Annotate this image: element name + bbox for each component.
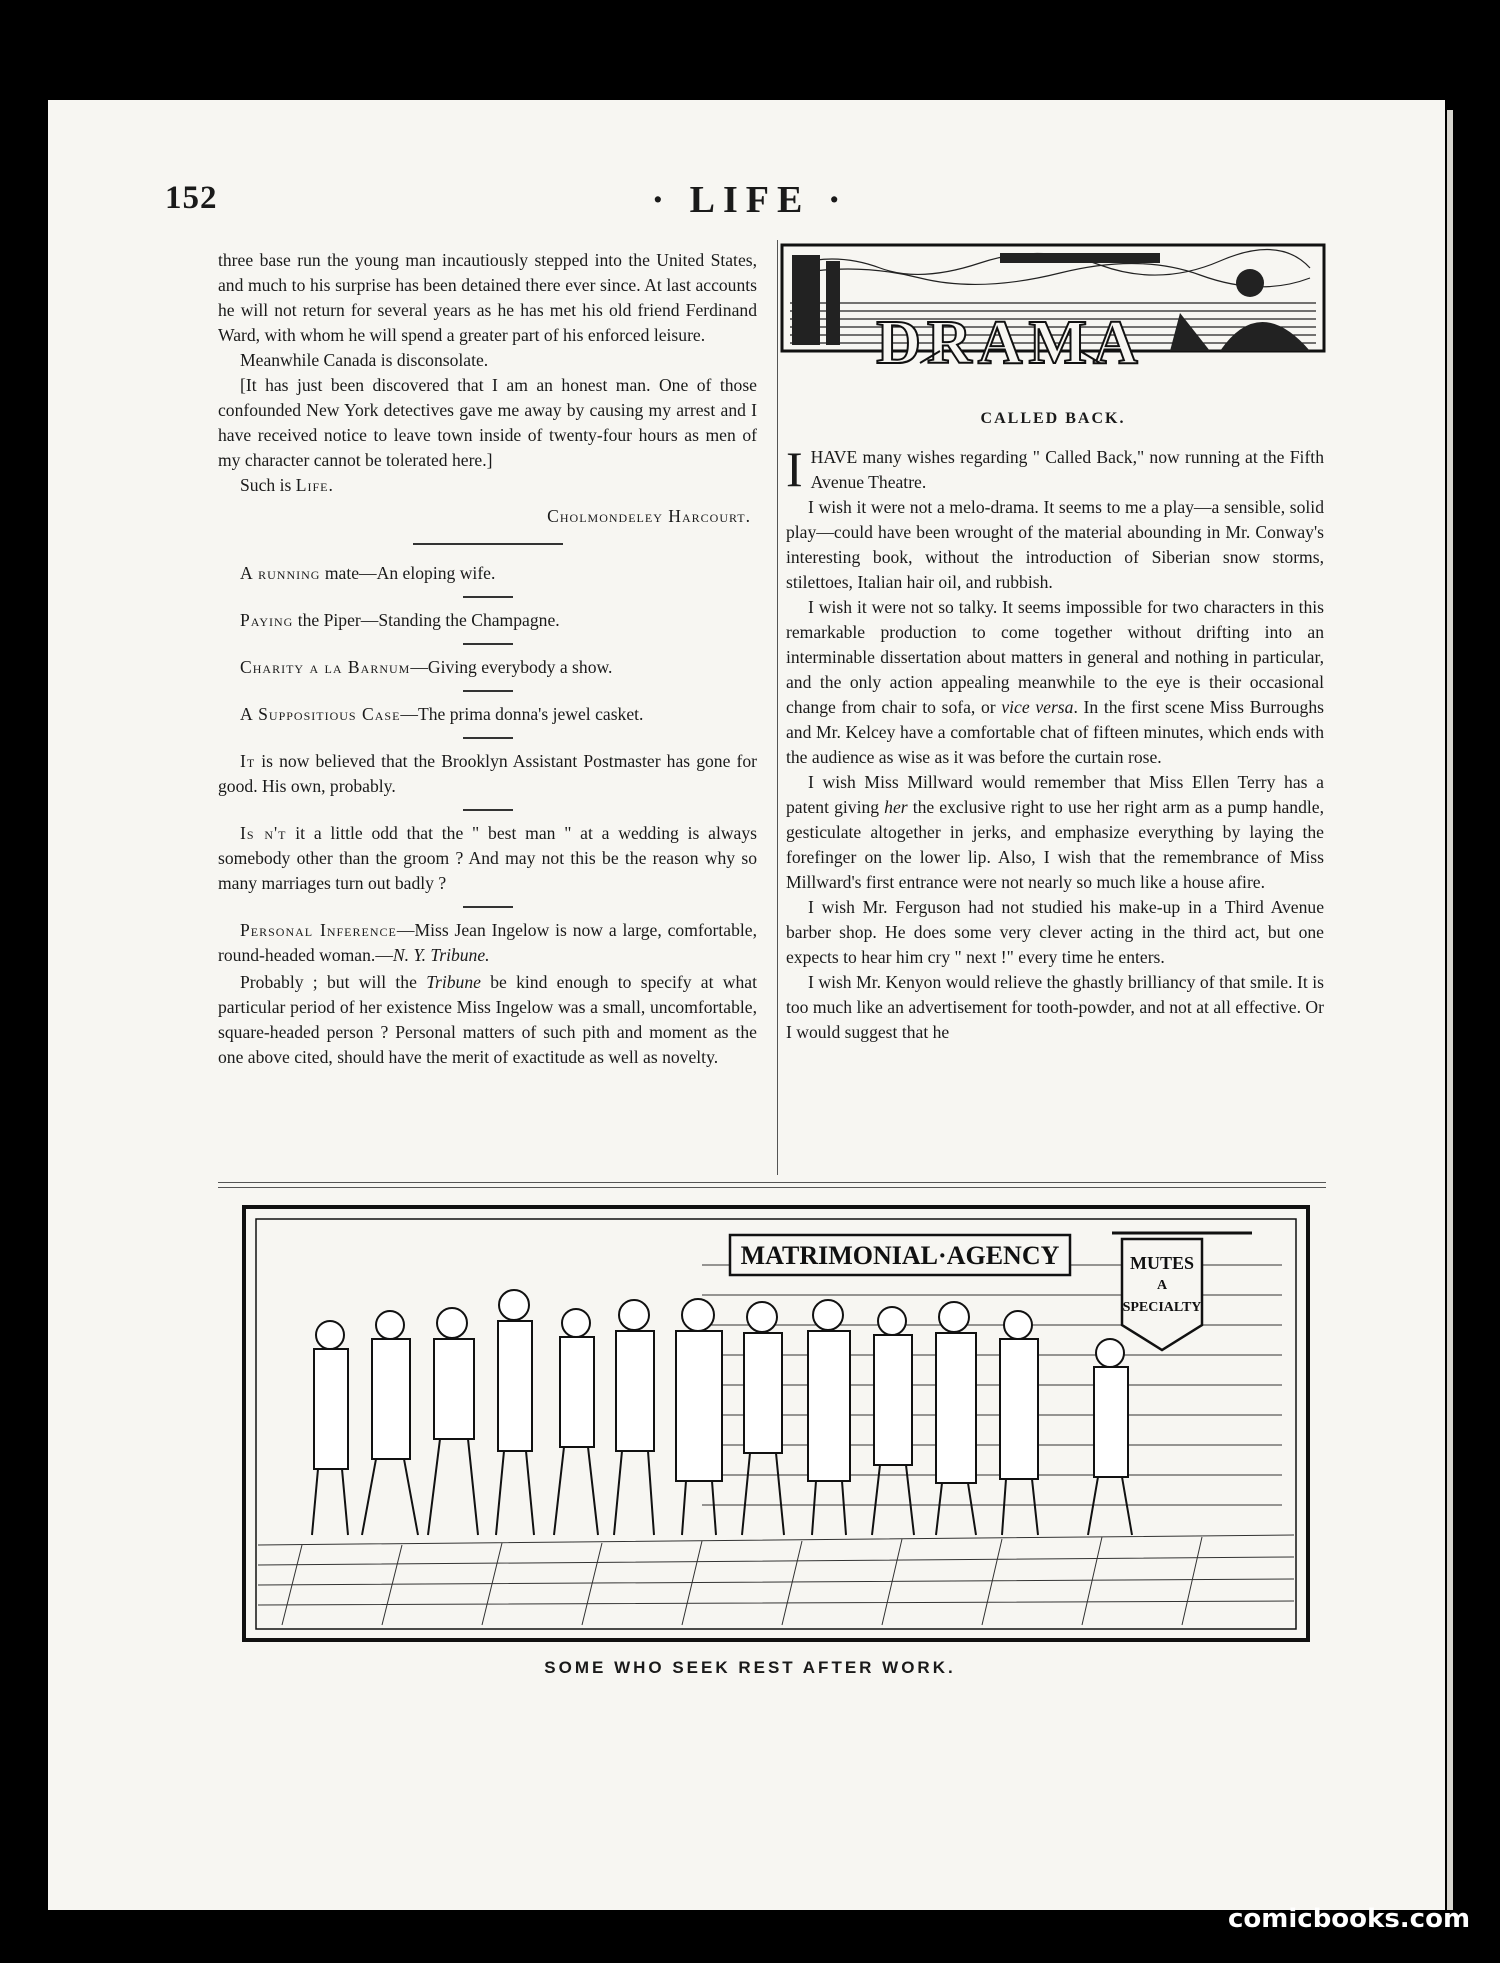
review-title: CALLED BACK. — [980, 410, 1126, 427]
joke-lead: Personal Inference — [240, 920, 397, 940]
joke-text: Probably ; but will the — [240, 972, 427, 992]
joke-lead: It — [240, 751, 256, 771]
section-divider — [413, 543, 563, 545]
cartoon-illustration — [242, 1205, 1310, 1642]
joke — [218, 655, 757, 680]
masthead: · LIFE · — [651, 179, 849, 221]
joke-text: it a little odd that the " best man " at a wedding is always somebody other than the groom ? And may not this be the reason why so many marriages turn out badly ? — [218, 823, 757, 893]
joke-text: be kind enough to specify at what particular period of her existence Miss Ingelow was a small, uncomfortable, square-headed person ? Personal matters of such pith and moment as the one above cited, should have the merit of exactitude as well as novelty. — [218, 972, 757, 1067]
right-column — [786, 441, 1324, 1045]
cartoon-caption: SOME WHO SEEK REST AFTER WORK. — [544, 1658, 956, 1677]
drop-cap: I — [786, 441, 803, 497]
joke — [218, 821, 757, 896]
paragraph: I wish Mr. Ferguson had not studied his make-up in a Third Avenue barber shop. He does some very clever acting in the third act, but one expects to hear him cry " next !" every time he enters. — [786, 897, 1324, 967]
joke-divider — [463, 690, 513, 692]
cartoon-top-rule — [218, 1182, 1326, 1183]
joke-lead: Is n't — [240, 823, 287, 843]
paragraph — [786, 595, 1324, 770]
joke-text: mate—An eloping wife. — [320, 563, 496, 583]
column-rule — [777, 240, 778, 1175]
text-run: . In the first scene Miss Burroughs and Mr. Kelcey have a comfortable chat of fifteen minutes, which ends with the audience as wise as it was before the curtain rose. — [786, 697, 1324, 767]
watermark: comicbooks.com — [1228, 1904, 1471, 1934]
paragraph: [It has just been discovered that I am an honest man. One of those confounded New York detectives gave me away by causing my arrest and I have received notice to leave town inside of twenty-four hours as men of my character cannot be tolerated here.] — [218, 375, 757, 470]
drama-banner-illustration — [780, 243, 1326, 393]
paragraph — [786, 770, 1324, 895]
text-run: I wish it were not so talky. It seems impossible for two characters in this remarkable production to come together without drifting into an interminable dissertation about matters in general and nothing in particular, and the only action appealing meanwhile to the eye is their occasional change from chair to sofa, or — [786, 597, 1324, 717]
joke — [218, 918, 757, 968]
next-page-edge — [1447, 110, 1453, 1910]
joke — [218, 970, 757, 1070]
paragraph — [218, 473, 757, 498]
drama-banner-word: DRAMA — [876, 309, 1144, 377]
newspaper-name: Tribune — [426, 972, 481, 992]
text-run: the exclusive right to use her right arm as a pump handle, gesticulate altogether in jerks, and emphasize everything by laying the forefinger on the lower lip. Also, I wish that the remembrance of Miss Millward's first entrance were not nearly so much like a house afire. — [786, 797, 1324, 892]
joke-divider — [463, 643, 513, 645]
joke — [218, 608, 757, 633]
text-run: Such is — [240, 475, 296, 495]
joke-text: the Piper—Standing the Champagne. — [293, 610, 560, 630]
joke-lead: A running — [240, 563, 321, 583]
left-column — [218, 248, 757, 1070]
text-run: I wish Miss Millward would remember that Miss Ellen Terry has a patent giving — [786, 772, 1324, 817]
paragraph: I wish it were not a melo-drama. It seems to me a play—a sensible, solid play—could have been wrought of the material abounding in Mr. Conway's interesting book, without the introduction of Siberian snow storms, stilettoes, Italian hair oil, and rubbish. — [786, 497, 1324, 592]
joke-divider — [463, 906, 513, 908]
joke-divider — [463, 596, 513, 598]
joke-text: —Giving everybody a show. — [410, 657, 613, 677]
paragraph: I wish Mr. Kenyon would relieve the ghastly brilliancy of that smile. It is too much like an advertisement for tooth-powder, and not at all effective. Or I would suggest that he — [786, 972, 1324, 1042]
joke-divider — [463, 737, 513, 739]
hanging-sign-line2: A — [1156, 1278, 1168, 1293]
italic-phrase: vice versa — [1001, 697, 1074, 717]
joke-text: —Miss Jean Ingelow is now a large, comfortable, round-headed woman.— — [218, 920, 757, 965]
text-run: HAVE many wishes regarding " Called Back," now running at the Fifth Avenue Theatre. — [810, 447, 1324, 492]
source-citation: N. Y. Tribune. — [392, 945, 490, 965]
page-number: 152 — [165, 180, 218, 216]
paragraph — [786, 441, 1324, 497]
joke-text: —The prima donna's jewel casket. — [400, 704, 644, 724]
italic-word: her — [884, 797, 908, 817]
paragraph: three base run the young man incautiously stepped into the United States, and much to his surprise has been detained there ever since. At last accounts he will not return for several years as he has met his old friend Ferdinand Ward, with whom he will spend a greater part of his enforced leisure. — [218, 250, 757, 345]
joke — [218, 561, 757, 586]
hanging-sign-line3: SPECIALTY — [1122, 1300, 1202, 1315]
life-name: Life — [295, 475, 329, 495]
joke-divider — [463, 809, 513, 811]
hanging-sign-line1: MUTES — [1129, 1253, 1195, 1273]
joke — [218, 749, 757, 799]
text-run: . — [328, 475, 333, 495]
signature: Cholmondeley Harcourt. — [547, 506, 751, 526]
matrimonial-agency-sign: MATRIMONIAL·AGENCY — [740, 1241, 1060, 1270]
joke-lead: A Suppositious Case — [240, 704, 401, 724]
joke-lead: Charity a la Barnum — [240, 657, 411, 677]
joke-lead: Paying — [240, 610, 294, 630]
joke-text: is now believed that the Brooklyn Assistant Postmaster has gone for good. His own, probably. — [218, 751, 757, 796]
paragraph: Meanwhile Canada is disconsolate. — [240, 350, 489, 370]
cartoon-top-rule — [218, 1187, 1326, 1188]
joke — [218, 702, 757, 727]
